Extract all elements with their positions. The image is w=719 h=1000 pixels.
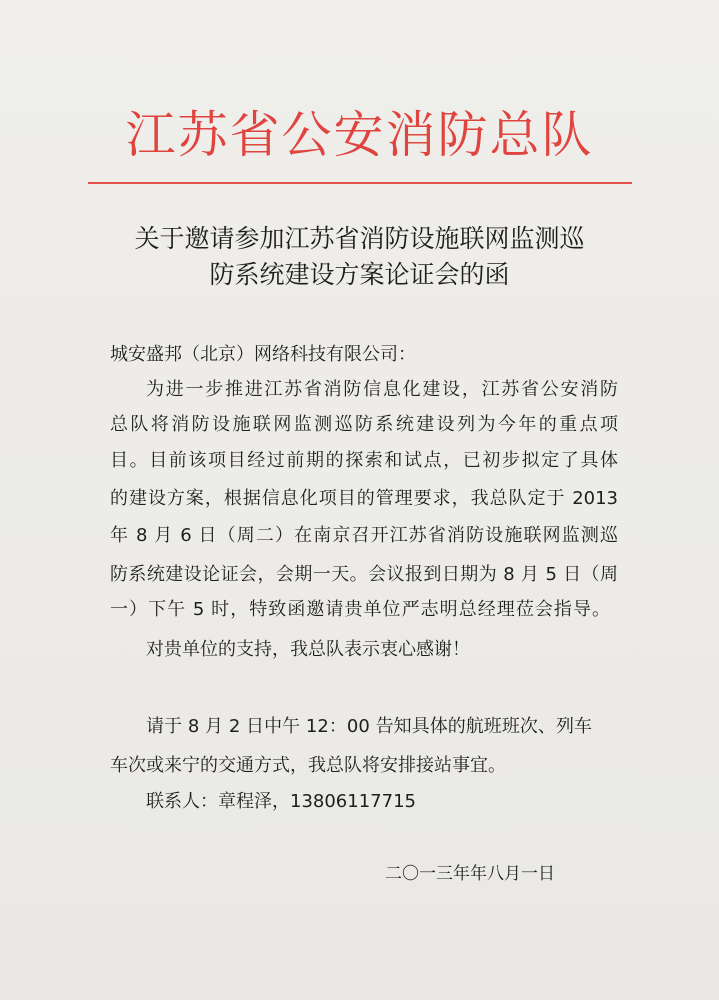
letter-date: 二〇一三年年八月一日 [385, 864, 555, 884]
paragraph-1-line-7: 一）下午 5 时，特致函邀请贵单位严志明总经理莅会指导。 [110, 599, 610, 620]
document-title-line-1: 关于邀请参加江苏省消防设施联网监测巡 [134, 224, 585, 253]
paragraph-1-line-1: 为进一步推进江苏省消防信息化建设，江苏省公安消防 [146, 379, 618, 400]
document-title-line-2: 防系统建设方案论证会的函 [209, 260, 510, 289]
paragraph-1-line-3: 目。目前该项目经过前期的探索和试点，已初步拟定了具体 [110, 450, 618, 471]
paragraph-3-line-1: 请于 8 月 2 日中午 12：00 告知具体的航班班次、列车 [146, 716, 592, 737]
header-red-rule [88, 182, 632, 184]
paragraph-1-line-4: 的建设方案，根据信息化项目的管理要求，我总队定于 2013 [110, 488, 618, 509]
paragraph-3-line-2: 车次或来宁的交通方式，我总队将安排接站事宜。 [110, 755, 506, 776]
paragraph-1-line-5: 年 8 月 6 日（周二）在南京召开江苏省消防设施联网监测巡 [110, 525, 618, 546]
paragraph-1-line-6: 防系统建设论证会，会期一天。会议报到日期为 8 月 5 日（周 [110, 564, 618, 585]
paragraph-1-line-2: 总队将消防设施联网监测巡防系统建设列为今年的重点项 [110, 414, 618, 435]
paragraph-2: 对贵单位的支持，我总队表示衷心感谢！ [146, 639, 470, 660]
contact-line: 联系人：章程泽，13806117715 [146, 791, 416, 812]
organization-name: 江苏省公安消防总队 [125, 106, 594, 164]
salutation: 城安盛邦（北京）网络科技有限公司： [110, 344, 416, 365]
